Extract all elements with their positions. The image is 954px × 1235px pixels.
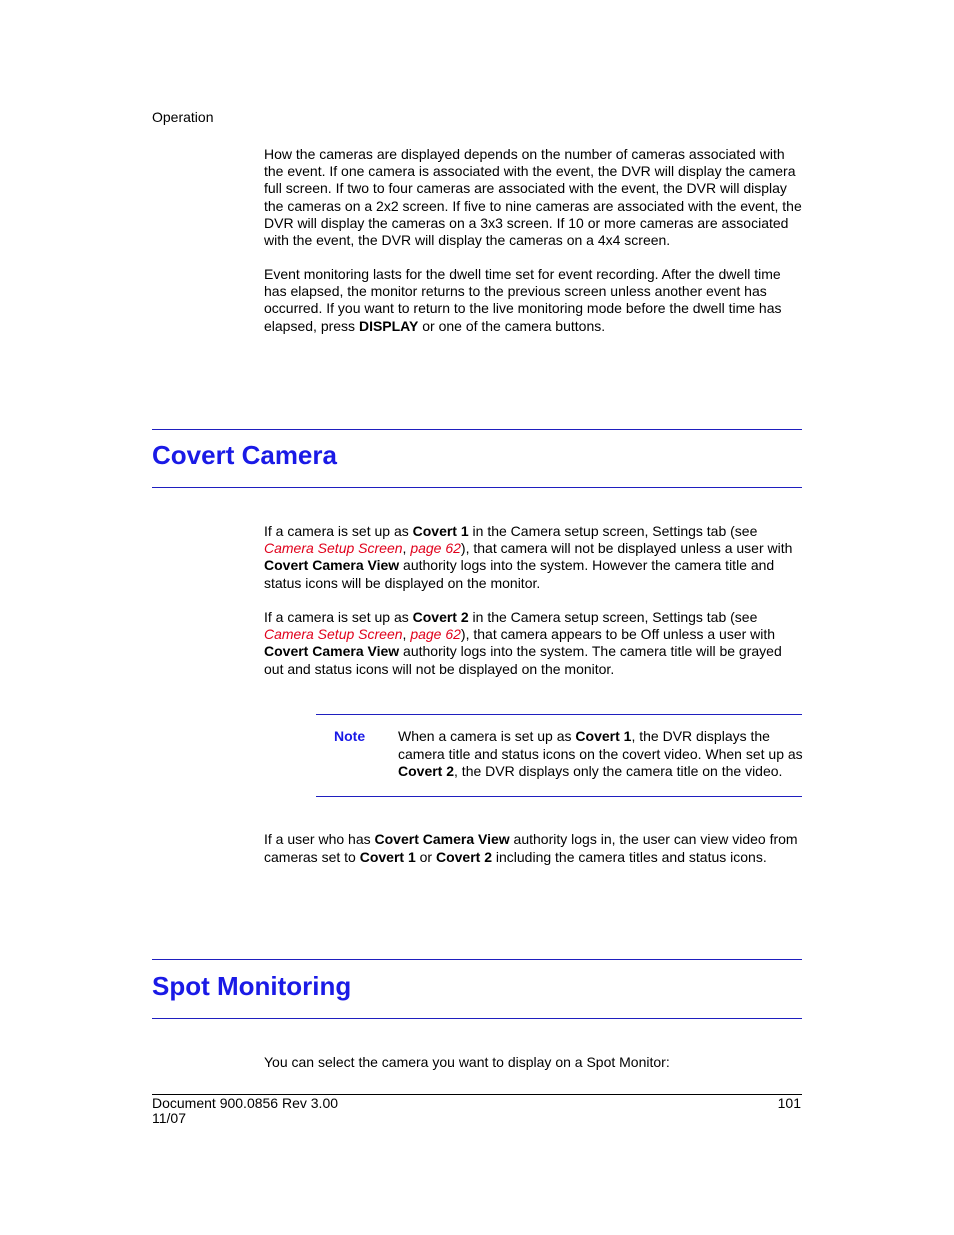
text: When a camera is set up as	[398, 728, 576, 744]
text: , the DVR displays the camera title and status icons on the covert video. When set up as	[398, 728, 803, 762]
note-rule-bottom	[316, 796, 802, 797]
heading-covert-camera: Covert Camera	[152, 440, 337, 470]
text: If a camera is set up as	[264, 523, 413, 539]
bold-term: Covert 1	[412, 523, 469, 539]
text: in the Camera setup screen, Settings tab (see	[468, 609, 758, 625]
running-header: Operation	[152, 109, 214, 125]
cross-reference-link[interactable]: Camera Setup Screen	[264, 540, 403, 557]
covert-view-paragraph	[264, 830, 804, 866]
text: Event monitoring lasts for the dwell time set for event recording. After the dwell time has elapsed, the monitor returns to the previous screen unless another event has occurred. If you want to return to the live monitoring mode before the dwell time has elapsed, press	[264, 266, 782, 334]
text: , the DVR displays only the camera title on the video.	[454, 763, 783, 779]
section-rule-bottom	[152, 487, 802, 488]
intro-paragraph-dwell-time	[264, 266, 804, 335]
document-date: 11/07	[152, 1110, 186, 1126]
cross-reference-link[interactable]: Camera Setup Screen	[264, 626, 403, 643]
bold-term: Covert 2	[435, 849, 492, 865]
bold-term: Covert Camera View	[374, 831, 510, 847]
note-label: Note	[334, 728, 366, 744]
bold-term: Covert 2	[412, 609, 469, 625]
text: ), that camera will not be displayed unless a user with	[460, 540, 793, 557]
text: If a camera is set up as	[264, 609, 413, 625]
spot-paragraph: You can select the camera you want to display on a Spot Monitor:	[264, 1054, 670, 1070]
text: ,	[402, 626, 411, 643]
text: ,	[402, 540, 411, 557]
text: or	[415, 849, 436, 865]
text: authority logs into the system. The camera title will be grayed out and status icons will not be displayed on the monitor.	[264, 643, 782, 677]
text: If a user who has	[264, 831, 375, 847]
note-text	[398, 728, 803, 781]
text: authority logs in, the user can view video from cameras set to	[264, 831, 798, 865]
intro-paragraph-display-layout: How the cameras are displayed depends on the number of cameras associated with the event. If one camera is associated with the event, the DVR will display the camera full screen. If two to four cameras are associated with the event, the DVR will display the cameras on a 2x2 screen. If five to nine cameras are associated with the event, the DVR will display the cameras on a 3x3 screen. If 10 or more cameras are associated with the event, the DVR will display the cameras on a 4x4 screen.	[264, 146, 802, 249]
display-key: DISPLAY	[358, 317, 419, 334]
text: or one of the camera buttons.	[418, 317, 606, 334]
heading-spot-monitoring: Spot Monitoring	[152, 971, 352, 1001]
text: including the camera titles and status icons.	[492, 849, 767, 865]
page-number: 101	[777, 1095, 801, 1111]
bold-term: Covert Camera View	[264, 557, 400, 574]
bold-term: Covert Camera View	[264, 643, 400, 660]
bold-term: Covert 1	[575, 728, 632, 744]
text: authority logs into the system. However the camera title and status icons will be displayed on the monitor.	[264, 557, 775, 591]
text: in the Camera setup screen, Settings tab (see	[468, 523, 758, 539]
note-rule-top	[316, 714, 802, 715]
page-reference-link[interactable]: page 62	[410, 626, 461, 643]
bold-term: Covert 2	[398, 763, 455, 779]
footer-document-info	[152, 1096, 338, 1126]
section-rule-bottom	[152, 1018, 802, 1019]
text: ), that camera appears to be Off unless a user with	[460, 626, 776, 643]
section-rule-top	[152, 959, 802, 960]
covert-2-paragraph	[264, 609, 804, 678]
document-number: Document 900.0856 Rev 3.00	[152, 1095, 339, 1111]
covert-1-paragraph	[264, 523, 804, 592]
section-rule-top	[152, 429, 802, 430]
bold-term: Covert 1	[359, 849, 416, 865]
page-reference-link[interactable]: page 62	[410, 540, 461, 557]
